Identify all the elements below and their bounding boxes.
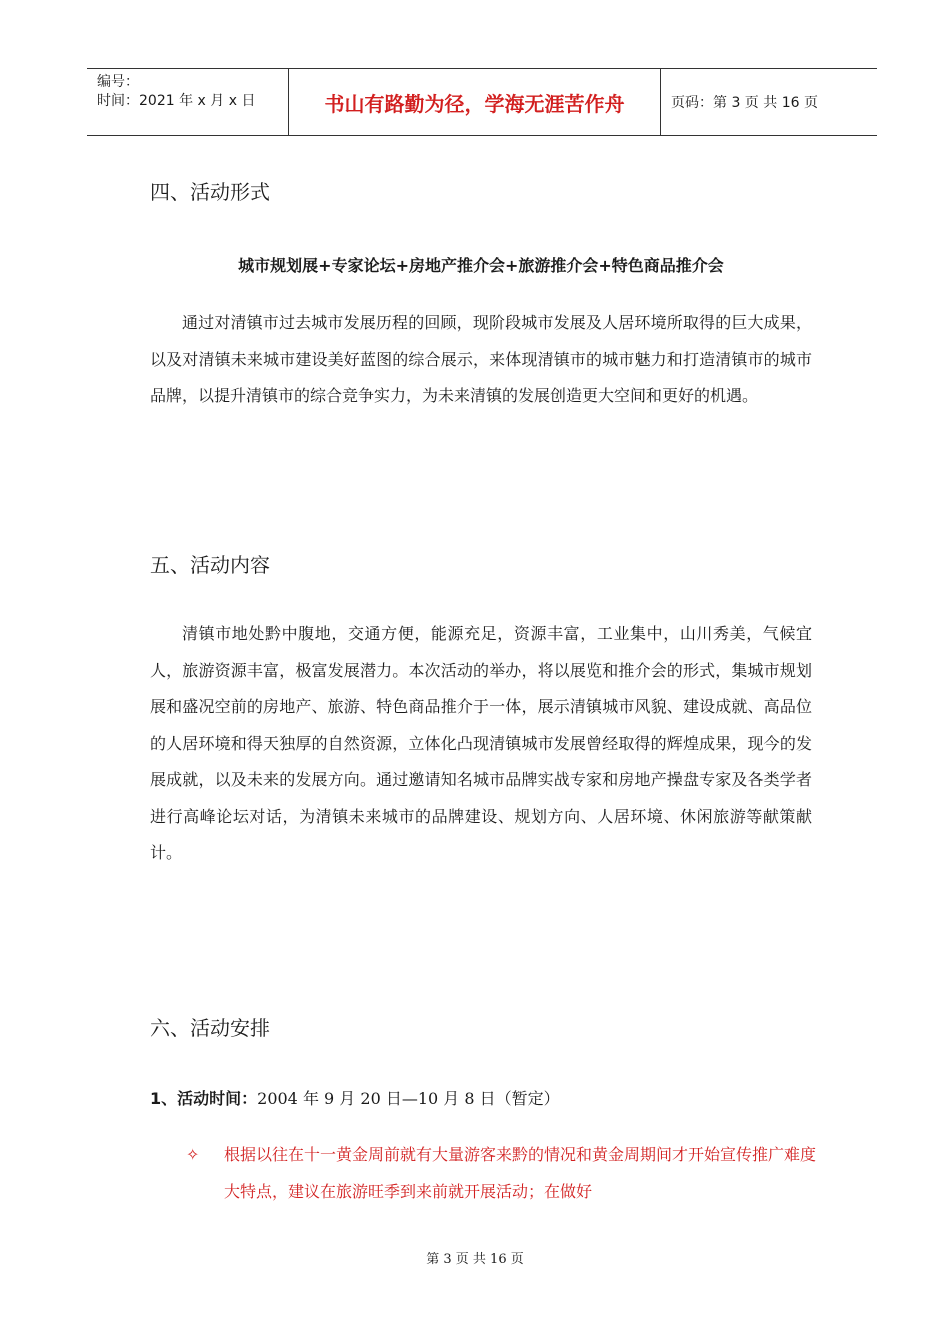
bullet-item bbox=[186, 1136, 816, 1210]
section5-heading: 五、活动内容 bbox=[150, 553, 270, 577]
page-footer: 第 3 页 共 16 页 bbox=[426, 1252, 524, 1267]
section4-subtitle: 城市规划展+专家论坛+房地产推介会+旅游推介会+特色商品推介会 bbox=[238, 256, 724, 275]
activity-time-value: 2004 年 9 月 20 日—10 月 8 日（暂定） bbox=[257, 1089, 560, 1108]
header-meta bbox=[87, 69, 288, 135]
section4-heading: 四、活动形式 bbox=[150, 180, 270, 204]
diamond-bullet-icon: ✧ bbox=[186, 1145, 200, 1164]
section5-paragraph: 清镇市地处黔中腹地，交通方便，能源充足，资源丰富，工业集中，山川秀美，气候宜人，旅游资源丰富，极富发展潜力。本次活动的举办，将以展览和推介会的形式，集城市规划展和盛况空前的房地产、旅游、特色商品推介于一体，展示清镇城市风貌、建设成就、高品位的人居环境和得天独厚的自然资源，立体化凸现清镇城市发展曾经取得的辉煌成果，现今的发展成就，以及未来的发展方向。通过邀请知名城市品牌实战专家和房地产操盘专家及各类学者进行高峰论坛对话，为清镇未来城市的品牌建设、规划方向、人居环境、休闲旅游等献策献计。 bbox=[150, 624, 812, 862]
document-number-label: 编号： bbox=[97, 74, 139, 90]
activity-time-item bbox=[150, 1086, 812, 1109]
section4-paragraph: 通过对清镇市过去城市发展历程的回顾，现阶段城市发展及人居环境所取得的巨大成果，以及对清镇未来城市建设美好蓝图的综合展示，来体现清镇市的城市魅力和打造清镇市的城市品牌，以提升清镇市的综合竞争实力，为未来清镇的发展创造更大空间和更好的机遇。 bbox=[150, 313, 812, 405]
activity-time-label: 1、活动时间： bbox=[150, 1089, 258, 1108]
section6-heading: 六、活动安排 bbox=[150, 1016, 270, 1040]
page-header bbox=[87, 68, 877, 136]
header-motto: 书山有路勤为径，学海无涯苦作舟 bbox=[288, 69, 661, 135]
header-page-number: 页码：第 3 页 共 16 页 bbox=[671, 95, 818, 111]
bullet-text: 根据以往在十一黄金周前就有大量游客来黔的情况和黄金周期间才开始宣传推广难度大特点，建议在旅游旺季到来前就开展活动；在做好 bbox=[224, 1145, 817, 1201]
document-time-label: 时间：2021 年 x 月 x 日 bbox=[97, 93, 256, 109]
